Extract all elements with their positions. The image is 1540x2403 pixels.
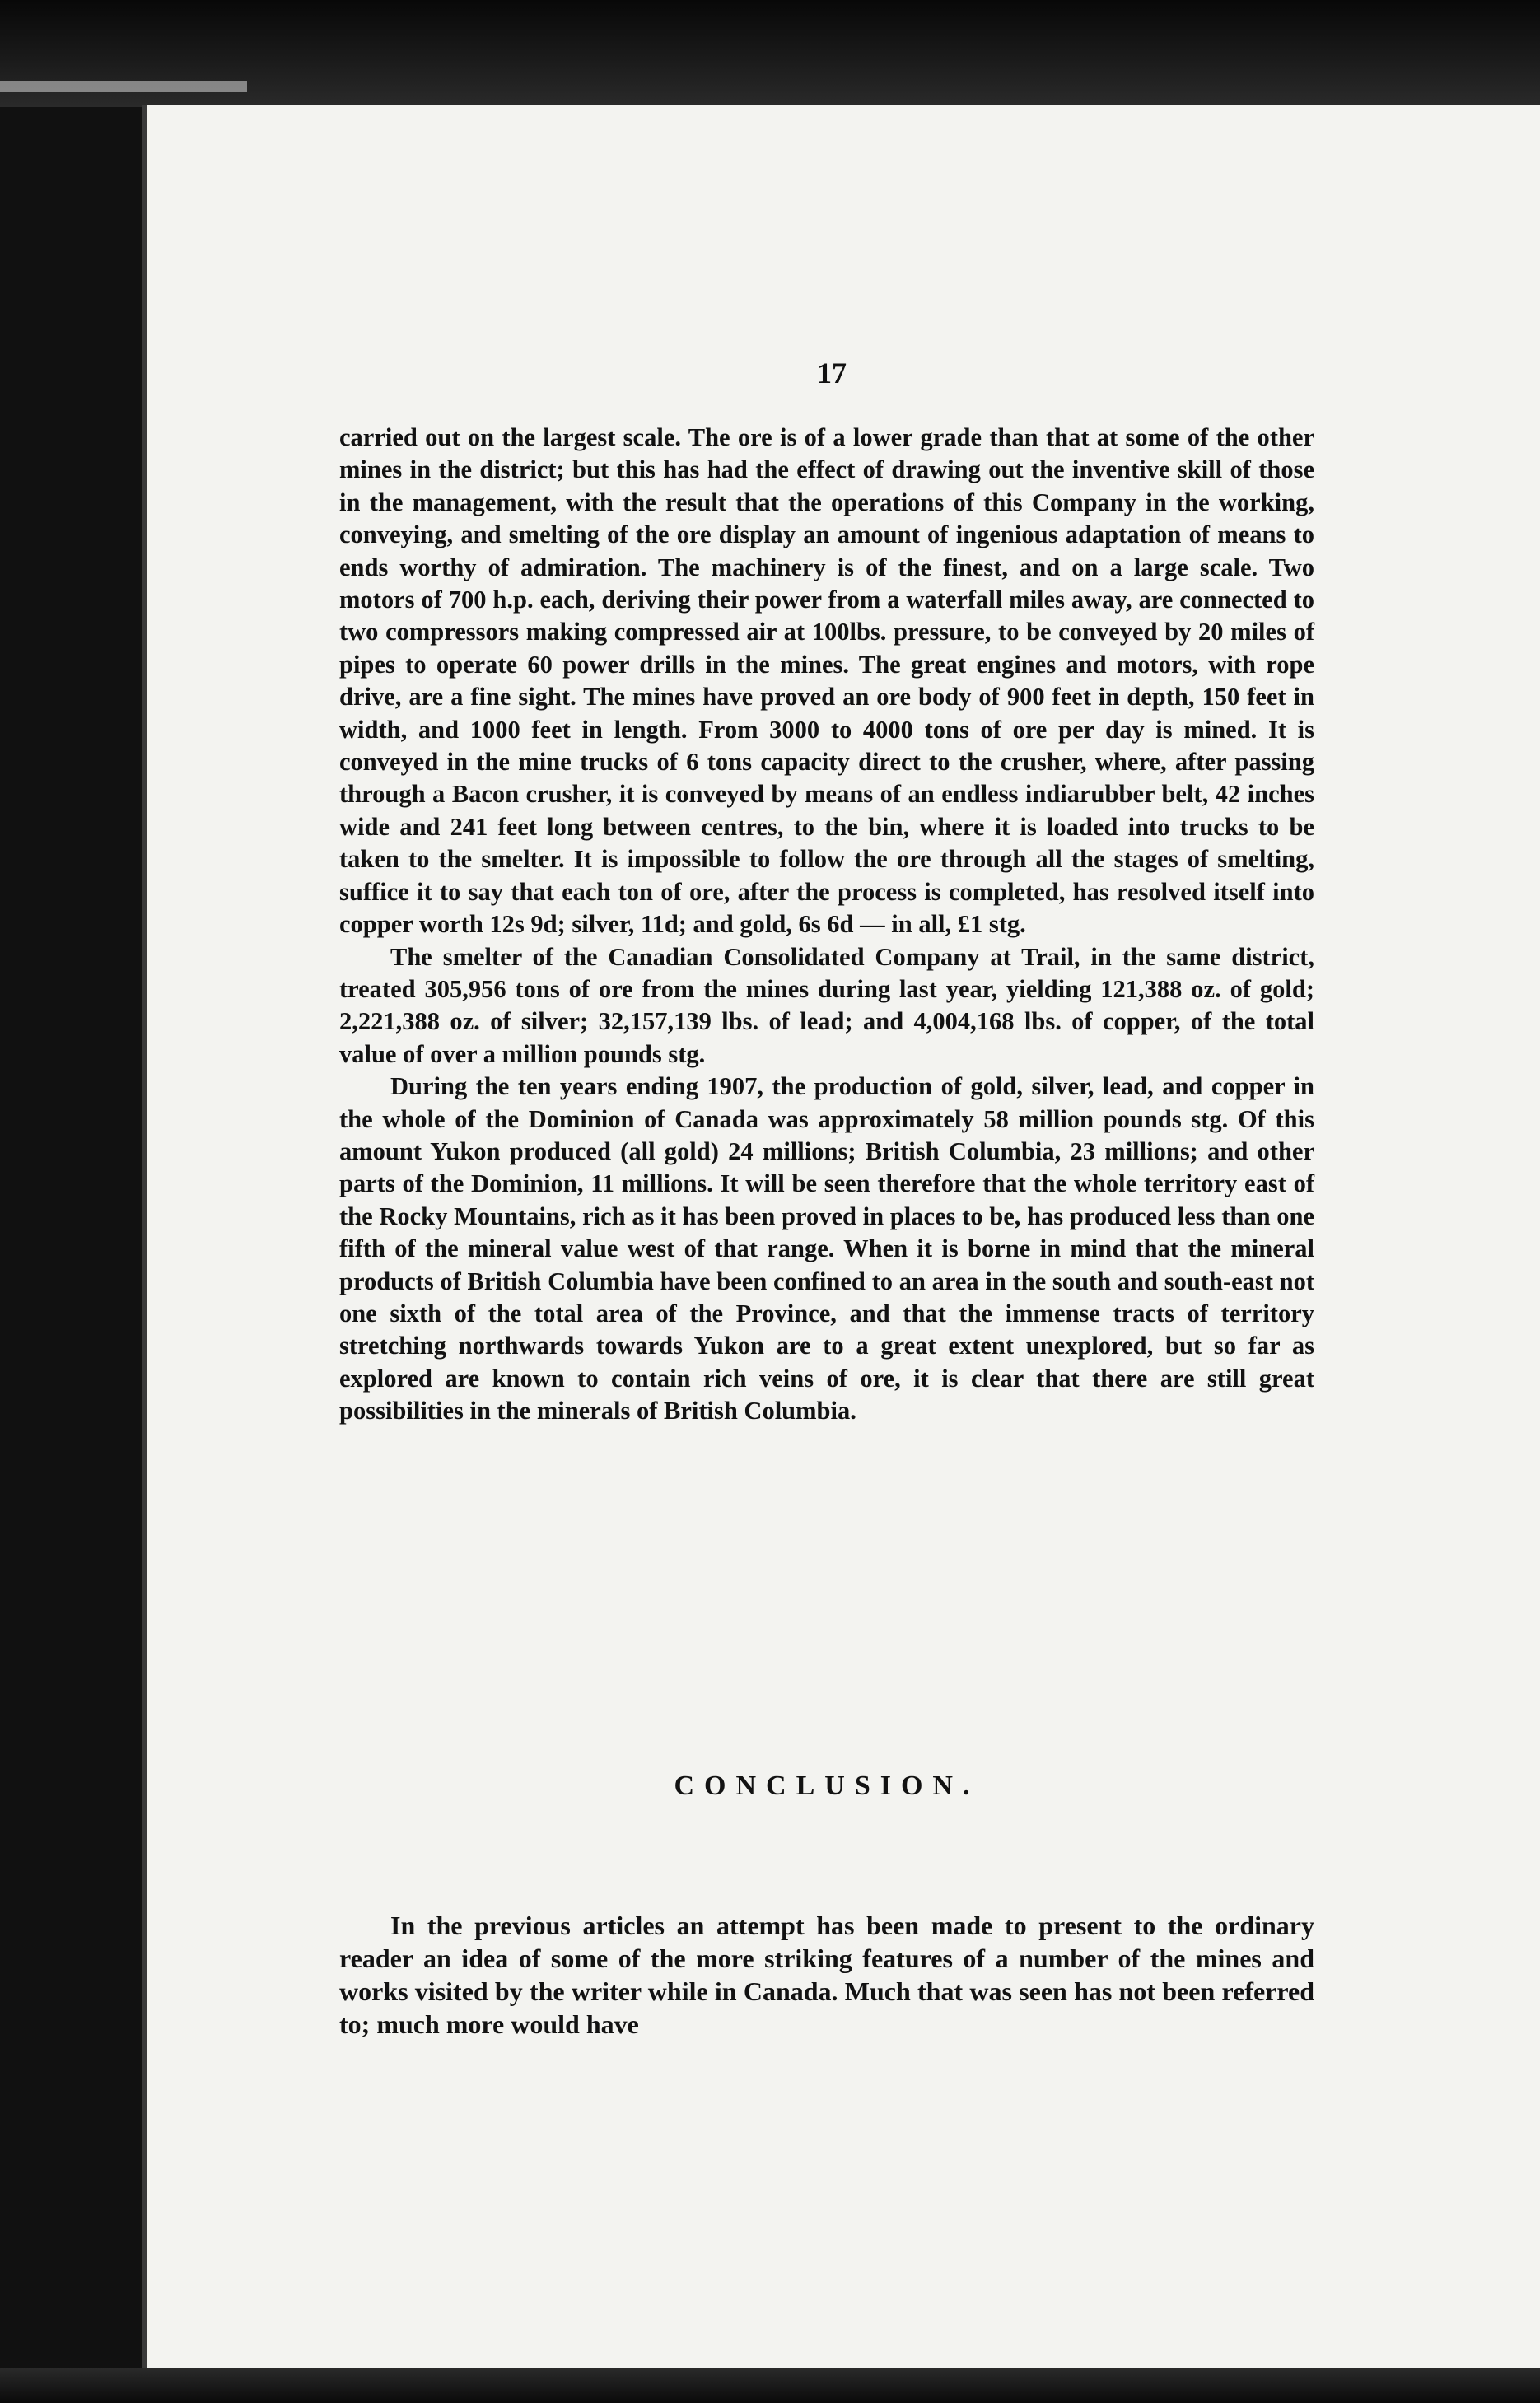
paragraph-production: During the ten years ending 1907, the production of gold, silver, lead, and copper in the whole of the Dominion of Canada was approximately 58 million pounds stg. Of this amount Yukon produced (all gold) 24 millions; British Columbia, 23 millions; and other parts of the Dominion, 11 millions. It will be seen therefore that the whole territory east of the Rocky Mountains, rich as it has been proved in places to be, has produced less than one fifth of the mineral value west of that range. When it is borne in mind that the mineral products of British Columbia have been confined to an area in the south and south-east not one sixth of the total area of the Province, and that the immense tracts of territory stretching northwards towards Yukon are to a great extent unexplored, but so far as explored are known to contain rich veins of ore, it is clear that there are still great possibilities in the minerals of British Columbia.: [339, 1072, 1314, 1425]
scan-edge-strip: [0, 81, 247, 92]
paragraph-continued: carried out on the largest scale. The ore is of a lower grade than that at some of the other mines in the district; but this has had the effect of drawing out the inventive skill of those in the management, with the result that the operations of this Company in the working, conveying, and smelting of the ore display an amount of ingenious adaptation of means to ends worthy of admiration. The machinery is of the finest, and on a large scale. Two motors of 700 h.p. each, deriving their power from a waterfall miles away, are connected to two compressors making compressed air at 100lbs. pressure, to be conveyed by 20 miles of pipes to operate 60 power drills in the mines. The great engines and motors, with rope drive, are a fine sight. The mines have proved an ore body of 900 feet in depth, 150 feet in width, and 1000 feet in length. From 3000 to 4000 tons of ore per day is mined. It is conveyed in the mine trucks of 6 tons capacity direct to the crusher, where, after passing through a Bacon crusher, it is conveyed by means of an endless indiarubber belt, 42 inches wide and 241 feet long between centres, to the bin, where it is loaded into trucks to be taken to the smelter. It is impossible to follow the ore through all the stages of smelting, suffice it to say that each ton of ore, after the process is completed, has resolved itself into copper worth 12s 9d; silver, 11d; and gold, 6s 6d — in all, £1 stg.: [339, 423, 1314, 939]
page-left-rule: [142, 105, 147, 2372]
page-number: 17: [817, 357, 847, 390]
paragraph-trail-smelter: The smelter of the Canadian Consolidated Company at Trail, in the same district, treated 305,956 tons of ore from the mines during last year, yielding 121,388 oz. of gold; 2,221,388 oz. of silver; 32,157,139 lbs. of lead; and 4,004,168 lbs. of copper, of the total value of over a million pounds stg.: [339, 942, 1314, 1068]
body-text: [339, 422, 1314, 1428]
scan-bottom-border: [0, 2368, 1540, 2403]
paragraph-conclusion: In the previous articles an attempt has been made to present to the ordinary reader an idea of some of the more striking features of a number of the mines and works visited by the writer while in Canada. Much that was seen has not been referred to; much more would have: [339, 1911, 1314, 2039]
section-heading: CONCLUSION.: [674, 1771, 980, 1801]
conclusion-text: [339, 1909, 1314, 2041]
